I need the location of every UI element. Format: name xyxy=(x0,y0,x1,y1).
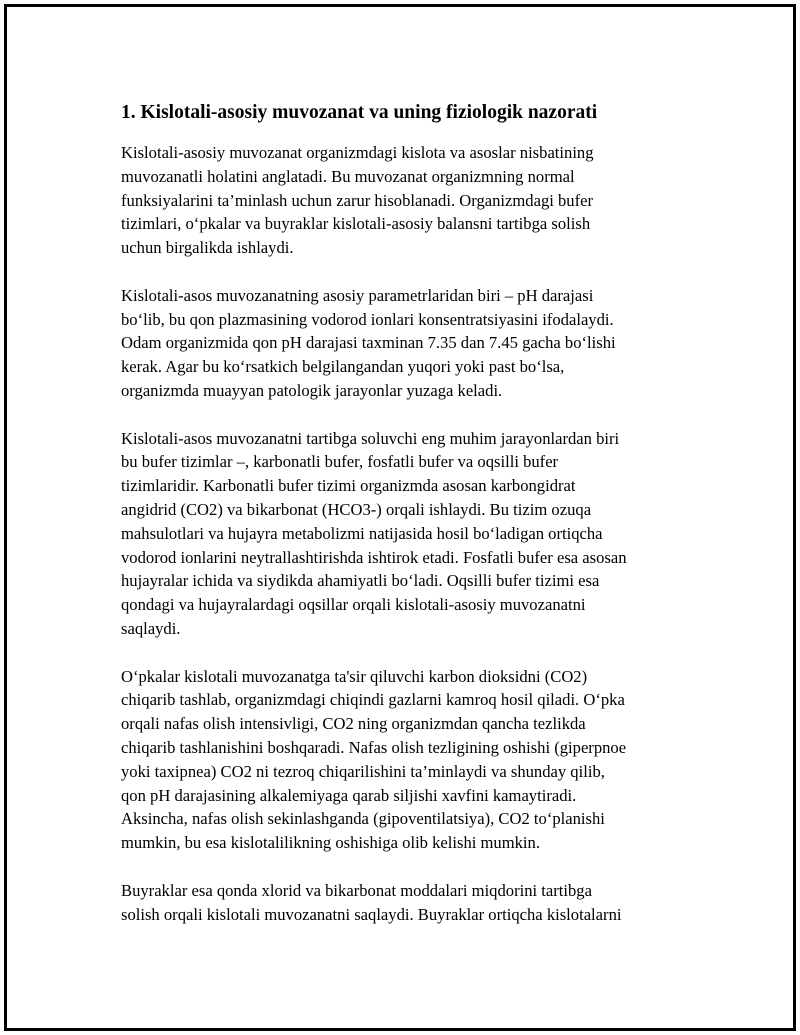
text-line: Kislotali-asos muvozanatni tartibga soluvchi eng muhim jarayonlardan biri xyxy=(121,428,620,448)
body-paragraph xyxy=(121,879,691,927)
text-line: solish orqali kislotali muvozanatni saqlaydi. Buyraklar ortiqcha kislotalarni xyxy=(121,904,622,924)
body-paragraph xyxy=(121,665,691,855)
text-line: chiqarib tashlab, organizmdagi chiqindi gazlarni kamroq hosil qiladi. O‘pka xyxy=(121,690,625,710)
text-line: yoki taxipnea) CO2 ni tezroq chiqarilishini ta’minlaydi va shunday qilib, xyxy=(121,761,605,781)
text-line: tizimlaridir. Karbonatli bufer tizimi organizmda asosan karbongidrat xyxy=(121,476,576,496)
text-line: uchun birgalikda ishlaydi. xyxy=(121,238,294,258)
text-line: chiqarib tashlanishini boshqaradi. Nafas olish tezligining oshishi (giperpnoe xyxy=(121,737,627,757)
text-line: kerak. Agar bu ko‘rsatkich belgilangandan yuqori yoki past bo‘lsa, xyxy=(121,357,565,377)
body-paragraph xyxy=(121,284,691,403)
text-line: mumkin, bu esa kislotalilikning oshishiga olib kelishi mumkin. xyxy=(121,833,540,853)
text-line: Odam organizmida qon pH darajasi taxminan 7.35 dan 7.45 gacha bo‘lishi xyxy=(121,333,616,353)
paragraphs-container xyxy=(121,141,691,926)
text-line: Buyraklar esa qonda xlorid va bikarbonat moddalari miqdorini tartibga xyxy=(121,880,592,900)
text-line: angidrid (CO2) va bikarbonat (HCO3-) orqali ishlaydi. Bu tizim ozuqa xyxy=(121,499,592,519)
body-paragraph xyxy=(121,141,691,260)
text-line: hujayralar ichida va siydikda ahamiyatli bo‘ladi. Oqsilli bufer tizimi esa xyxy=(121,571,600,591)
text-line: vodorod ionlarini neytrallashtirishda ishtirok etadi. Fosfatli bufer esa asosan xyxy=(121,547,627,567)
text-line: bu bufer tizimlar –, karbonatli bufer, fosfatli bufer va oqsilli bufer xyxy=(121,452,559,472)
text-line: muvozanatli holatini anglatadi. Bu muvozanat organizmning normal xyxy=(121,166,575,186)
page-frame xyxy=(4,4,796,1031)
text-line: qon pH darajasining alkalemiyaga qarab siljishi xavfini kamaytiradi. xyxy=(121,785,577,805)
text-line: bo‘lib, bu qon plazmasining vodorod ionlari konsentratsiyasini ifodalaydi. xyxy=(121,309,614,329)
text-line: Aksincha, nafas olish sekinlashganda (gipoventilatsiya), CO2 to‘planishi xyxy=(121,809,605,829)
text-line: orqali nafas olish intensivligi, CO2 ning organizmdan qancha tezlikda xyxy=(121,714,586,734)
text-line: Kislotali-asosiy muvozanat organizmdagi kislota va asoslar nisbatining xyxy=(121,143,594,162)
text-line: Kislotali-asos muvozanatning asosiy parametrlaridan biri – pH darajasi xyxy=(121,285,594,305)
section-heading: 1. Kislotali-asosiy muvozanat va uning fiziologik nazorati xyxy=(121,102,598,123)
text-line: O‘pkalar kislotali muvozanatga ta'sir qiluvchi karbon dioksidni (CO2) xyxy=(121,666,588,686)
text-line: tizimlari, o‘pkalar va buyraklar kislotali-asosiy balansni tartibga solish xyxy=(121,214,591,234)
text-line: saqlaydi. xyxy=(121,618,181,638)
text-line: funksiyalarini ta’minlash uchun zarur hisoblanadi. Organizmdagi bufer xyxy=(121,190,594,210)
text-line: organizmda muayyan patologik jarayonlar yuzaga keladi. xyxy=(121,380,503,400)
body-paragraph xyxy=(121,427,691,641)
text-line: mahsulotlari va hujayra metabolizmi natijasida hosil bo‘ladigan ortiqcha xyxy=(121,523,603,543)
text-line: qondagi va hujayralardagi oqsillar orqali kislotali-asosiy muvozanatni xyxy=(121,595,586,615)
document-body xyxy=(121,101,691,950)
